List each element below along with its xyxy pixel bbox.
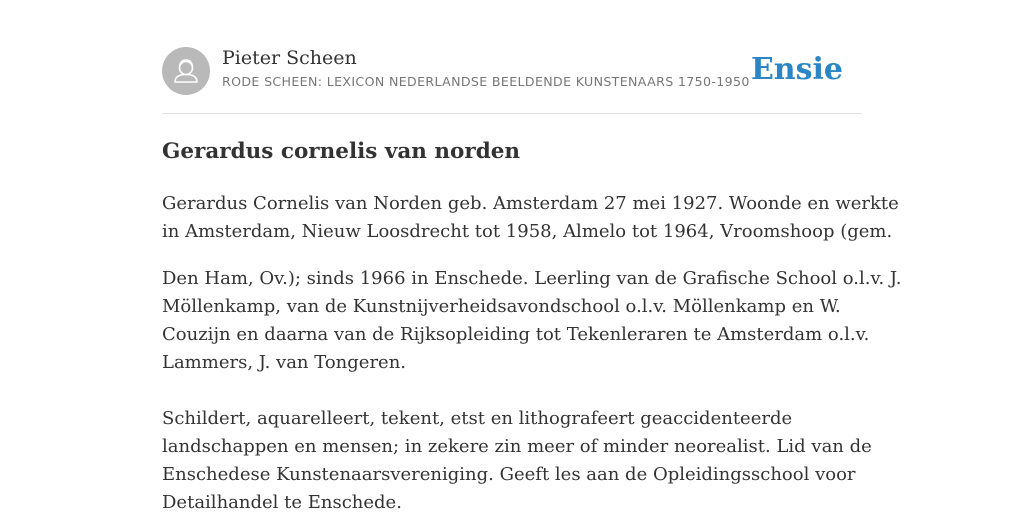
- paragraph-line: in Amsterdam, Nieuw Loosdrecht tot 1958, Almelo tot 1964, Vroomshoop (gem.: [162, 221, 893, 242]
- paragraph-line: Enschedese Kunstenaarsvereniging. Geeft les aan de Opleidingsschool voor: [162, 464, 856, 485]
- paragraph-line: Schildert, aquarelleert, tekent, etst en lithografeert geaccidenteerde: [162, 408, 793, 429]
- paragraph-line: Lammers, J. van Tongeren.: [162, 352, 407, 373]
- header-divider: [162, 113, 862, 114]
- paragraph-line: Couzijn en daarna van de Rijksopleiding tot Tekenleraren te Amsterdam o.l.v.: [162, 324, 870, 345]
- paragraph-1: [162, 190, 899, 246]
- paragraph-3: [162, 405, 872, 512]
- author-avatar[interactable]: [162, 47, 210, 95]
- article-header: [162, 46, 862, 96]
- paragraph-line: Gerardus Cornelis van Norden geb. Amsterdam 27 mei 1927. Woonde en werkte: [162, 193, 899, 214]
- author-name[interactable]: Pieter Scheen: [222, 47, 357, 69]
- source-title[interactable]: RODE SCHEEN: LEXICON NEDERLANDSE BEELDENDE KUNSTENAARS 1750-1950: [222, 74, 750, 89]
- paragraph-line: Detailhandel te Enschede.: [162, 492, 402, 512]
- paragraph-2: [162, 265, 902, 377]
- paragraph-line: Den Ham, Ov.); sinds 1966 in Enschede. Leerling van de Grafische School o.l.v. J.: [162, 268, 902, 289]
- paragraph-line: landschappen en mensen; in zekere zin meer of minder neorealist. Lid van de: [162, 436, 872, 457]
- page-title: Gerardus cornelis van norden: [162, 139, 521, 164]
- paragraph-line: Möllenkamp, van de Kunstnijverheidsavondschool o.l.v. Möllenkamp en W.: [162, 296, 841, 317]
- user-icon: [162, 47, 210, 95]
- ensie-logo[interactable]: Ensie: [750, 52, 843, 87]
